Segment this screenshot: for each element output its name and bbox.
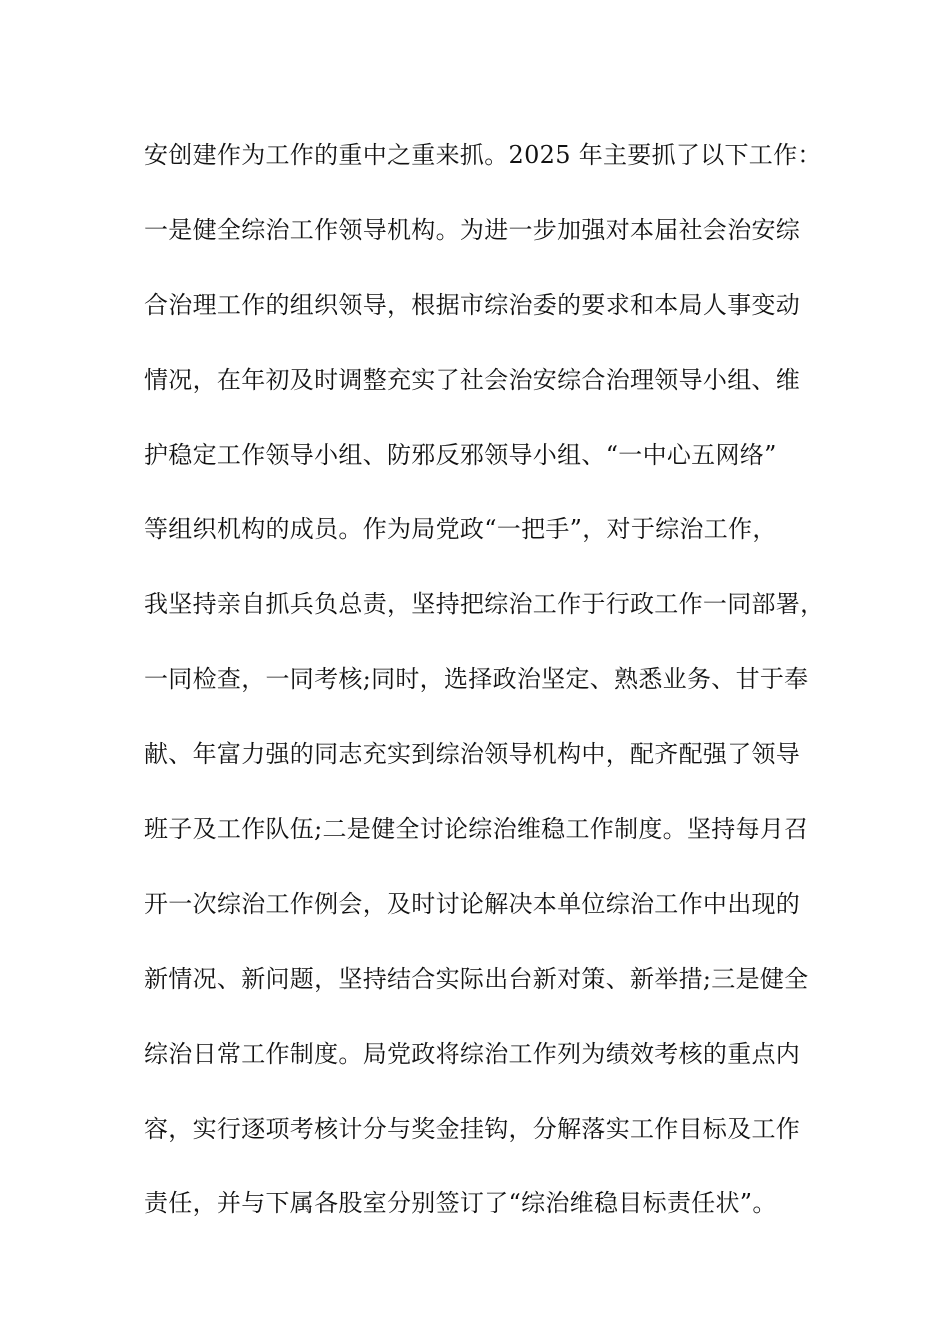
text-line: 综治日常工作制度。局党政将综治工作列为绩效考核的重点内 — [144, 1039, 801, 1068]
text-line: 献、年富力强的同志充实到综治领导机构中，配齐配强了领导 — [144, 740, 801, 769]
text-line: 合治理工作的组织领导，根据市综治委的要求和本局人事变动 — [144, 290, 801, 319]
text-line: 容，实行逐项考核计分与奖金挂钩，分解落实工作目标及工作 — [144, 1114, 801, 1143]
text-line: 班子及工作队伍;二是健全讨论综治维稳工作制度。坚持每月召 — [144, 815, 809, 844]
text-line: 情况，在年初及时调整充实了社会治安综合治理领导小组、维 — [144, 365, 801, 394]
text-line: 安创建作为工作的重中之重来抓。2025 年主要抓了以下工作： — [144, 141, 822, 169]
text-line: 一是健全综治工作领导机构。为进一步加强对本届社会治安综 — [144, 215, 801, 244]
text-line: 开一次综治工作例会，及时讨论解决本单位综治工作中出现的 — [144, 889, 801, 918]
text-line: 等组织机构的成员。作为局党政“一把手”，对于综治工作， — [144, 515, 777, 544]
body-text — [144, 135, 824, 1258]
text-line: 一同检查，一同考核;同时，选择政治坚定、熟悉业务、甘于奉 — [144, 665, 809, 694]
text-line: 我坚持亲自抓兵负总责，坚持把综治工作于行政工作一同部署， — [144, 590, 825, 619]
text-line: 护稳定工作领导小组、防邪反邪领导小组、“一中心五网络” — [144, 440, 777, 469]
text-line: 新情况、新问题，坚持结合实际出台新对策、新举措;三是健全 — [144, 964, 809, 993]
text-line: 责任，并与下属各股室分别签订了“综治维稳目标责任状”。 — [144, 1189, 777, 1218]
